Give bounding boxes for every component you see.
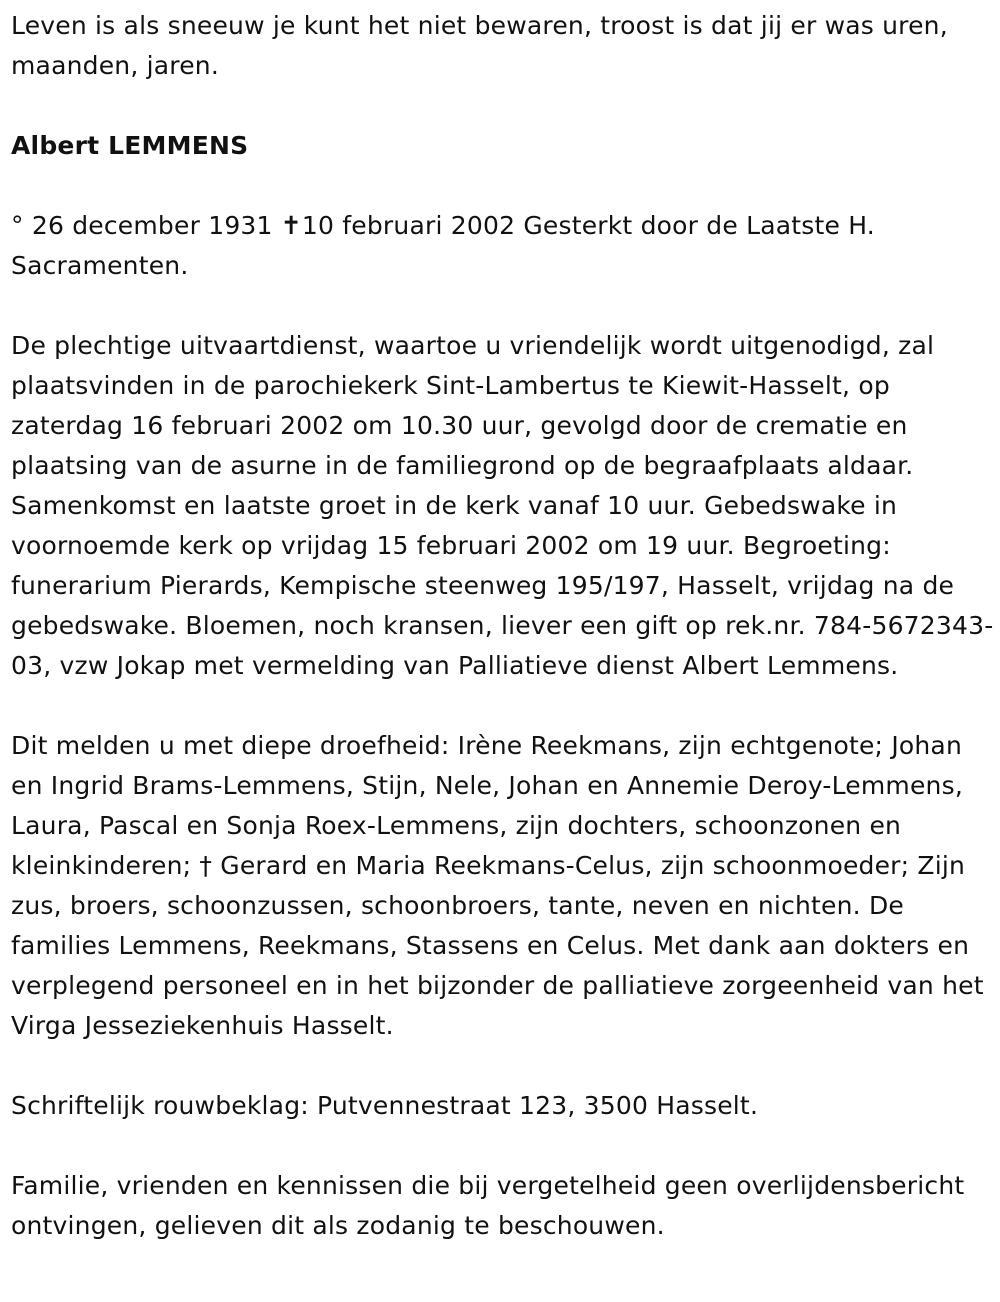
closing-paragraph: Familie, vrienden en kennissen die bij vergetelheid geen overlijdensbericht ontvingen, gelieven dit als zodanig te beschouwen. [11,1171,965,1240]
obituary-document [11,6,996,1246]
funeral-paragraph: De plechtige uitvaartdienst, waartoe u vriendelijk wordt uitgenodigd, zal plaatsvinden in de parochiekerk Sint-Lambertus te Kiewit-Hasselt, op zaterdag 16 februari 2002 om 10.30 uur, gevolgd door de crematie en plaatsing van de asurne in de familiegrond op de begraafplaats aldaar. Samenkomst en laatste groet in de kerk vanaf 10 uur. Gebedswake in voornoemde kerk op vrijdag 15 februari 2002 om 19 uur. Begroeting: funerarium Pierards, Kempische steenweg 195/197, Hasselt, vrijdag na de gebedswake. Bloemen, noch kransen, liever een gift op rek.nr. 784-5672343-03, vzw Jokap met vermelding van Palliatieve dienst Albert Lemmens. [11,331,994,680]
condolence-paragraph: Schriftelijk rouwbeklag: Putvennestraat 123, 3500 Hasselt. [11,1091,759,1120]
motto-paragraph: Leven is als sneeuw je kunt het niet bewaren, troost is dat jij er was uren, maanden, jaren. [11,11,948,80]
dates-paragraph: ° 26 december 1931 ✝10 februari 2002 Gesterkt door de Laatste H. Sacramenten. [11,211,875,280]
family-paragraph: Dit melden u met diepe droefheid: Irène Reekmans, zijn echtgenote; Johan en Ingrid Brams-Lemmens, Stijn, Nele, Johan en Annemie Deroy-Lemmens, Laura, Pascal en Sonja Roex-Lemmens, zijn dochters, schoonzonen en kleinkinderen; † Gerard en Maria Reekmans-Celus, zijn schoonmoeder; Zijn zus, broers, schoonzussen, schoonbroers, tante, neven en nichten. De families Lemmens, Reekmans, Stassens en Celus. Met dank aan dokters en verplegend personeel en in het bijzonder de palliatieve zorgeenheid van het Virga Jesseziekenhuis Hasselt. [11,731,984,1040]
deceased-name: Albert LEMMENS [11,131,249,160]
